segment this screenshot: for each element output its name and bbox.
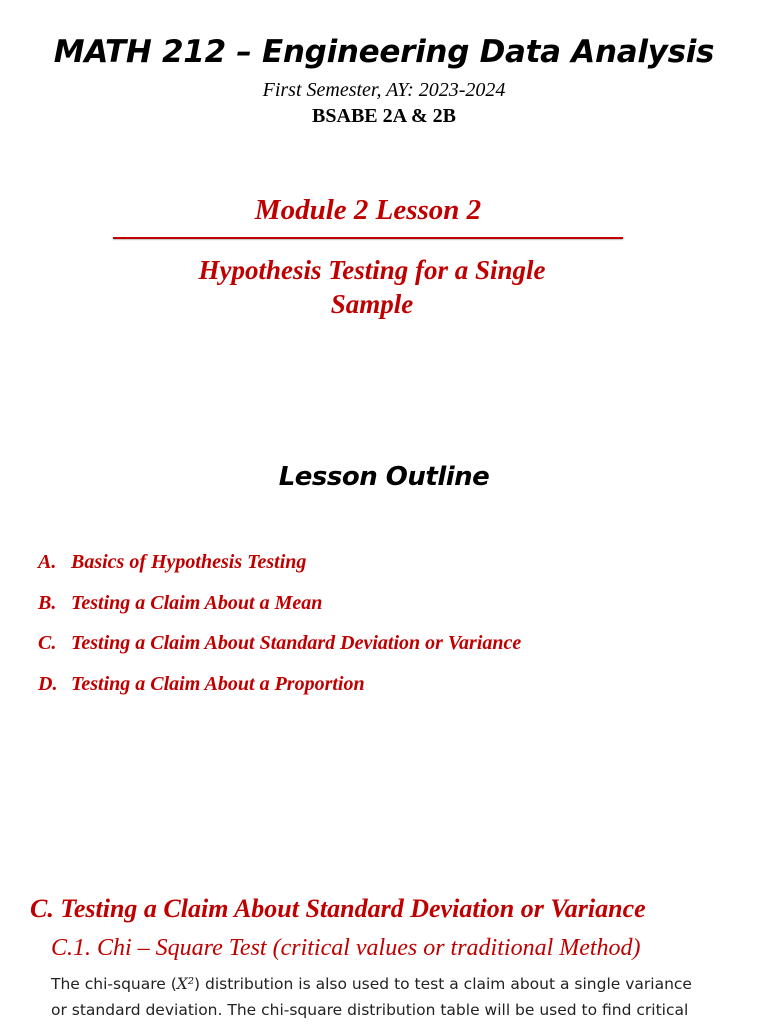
outline-item-text: Testing a Claim About a Proportion <box>71 672 365 695</box>
outline-list <box>38 551 521 713</box>
outline-item-letter: D. <box>38 672 58 695</box>
section-text: BSABE 2A & 2B <box>312 105 456 127</box>
outline-item-letter: B. <box>38 591 57 614</box>
outline-item <box>38 592 521 633</box>
outline-item <box>38 632 521 673</box>
module-title: Module 2 Lesson 2 <box>254 194 482 226</box>
outline-item-text: Basics of Hypothesis Testing <box>71 551 307 573</box>
outline-item-letter: A. <box>38 551 57 573</box>
lesson-title-line-2: Sample <box>330 289 414 319</box>
outline-item-letter: C. <box>38 632 57 654</box>
outline-item <box>38 673 521 714</box>
outline-item <box>38 551 521 592</box>
body-paragraph <box>51 971 756 1023</box>
paragraph-text: ) distribution is also used to test a claim about a single variance <box>194 975 692 993</box>
paragraph-text: The chi-square ( <box>51 975 177 993</box>
semester-text: First Semester, AY: 2023-2024 <box>262 79 506 101</box>
lesson-title-line-1: Hypothesis Testing for a Single <box>198 255 546 285</box>
section-c-title: C. Testing a Claim About Standard Deviation or Variance <box>30 894 646 923</box>
outline-item-text: Testing a Claim About Standard Deviation or Variance <box>71 632 522 654</box>
lesson-title <box>0 253 744 321</box>
chi-square-symbol: X² <box>176 975 195 993</box>
subsection-c1-title: C.1. Chi – Square Test (critical values or traditional Method) <box>51 935 641 961</box>
paragraph-line-1 <box>51 971 756 997</box>
course-title: MATH 212 – Engineering Data Analysis <box>53 34 715 70</box>
paragraph-line-2: or standard deviation. The chi-square distribution table will be used to find critical <box>51 1001 689 1019</box>
title-divider <box>113 237 623 239</box>
outline-item-text: Testing a Claim About a Mean <box>71 591 323 614</box>
outline-heading: Lesson Outline <box>278 462 490 492</box>
